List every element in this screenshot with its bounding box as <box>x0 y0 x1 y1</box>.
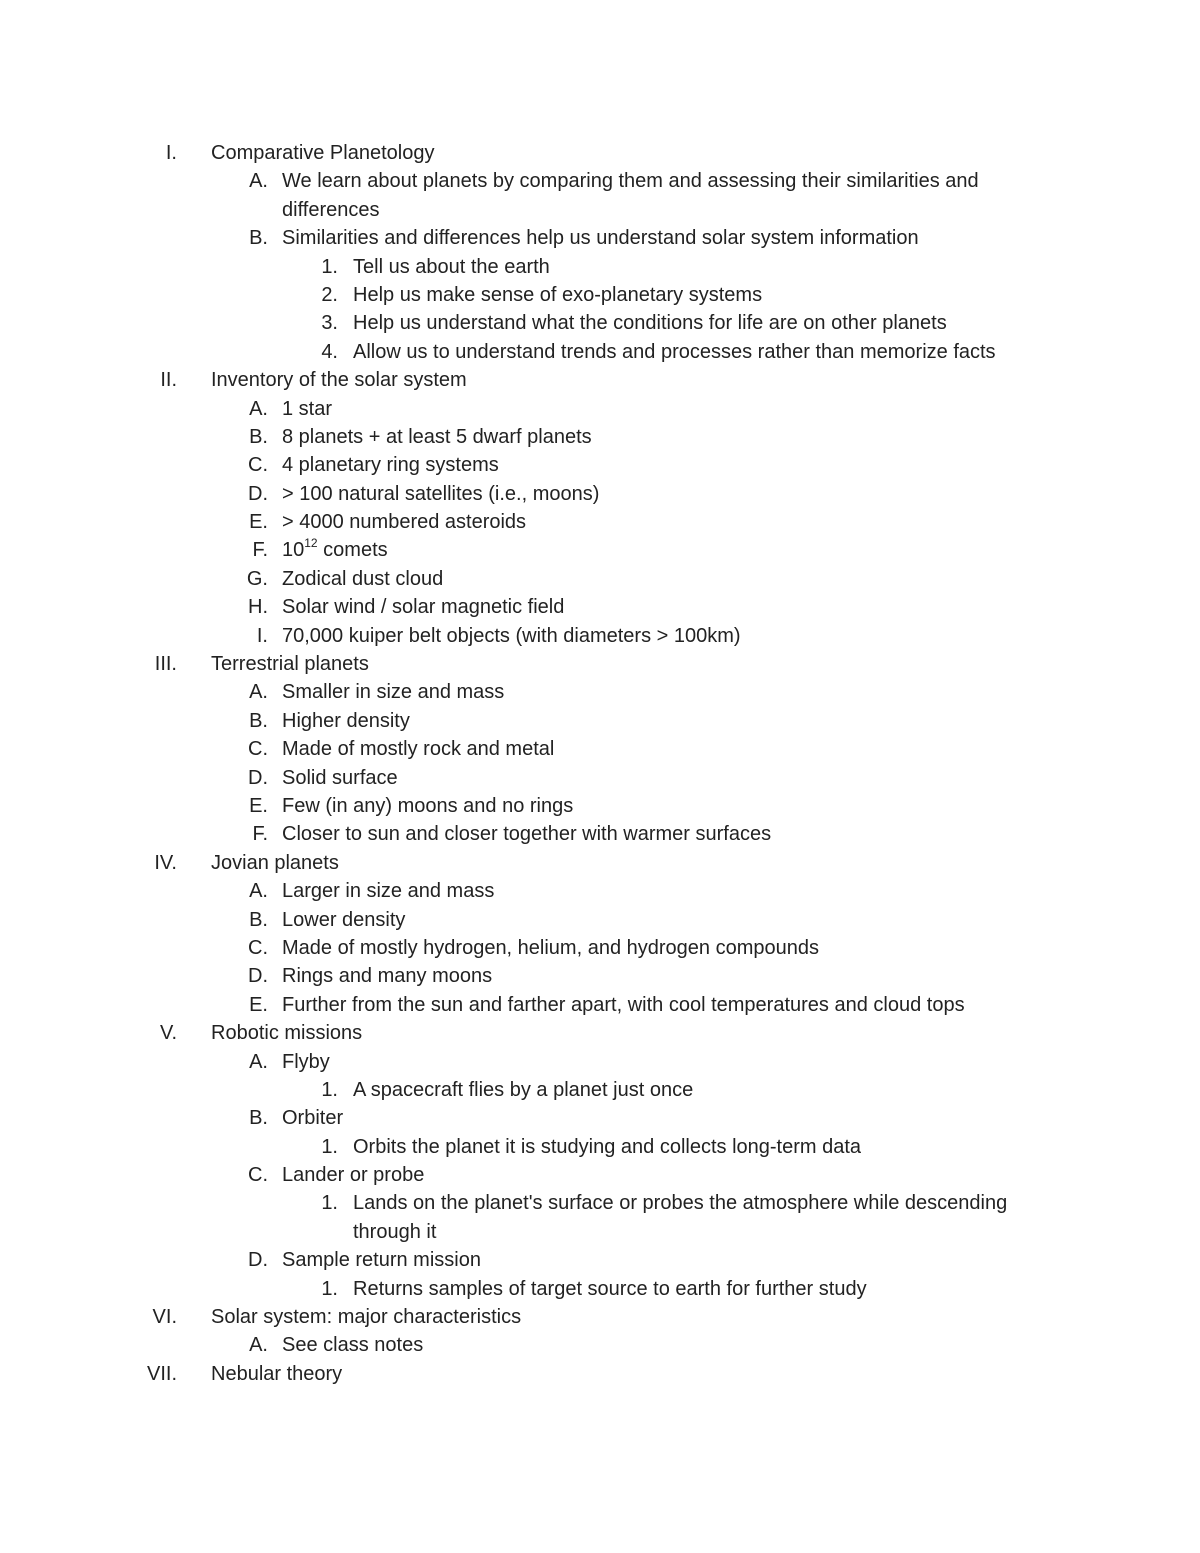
list-item-text: We learn about planets by comparing them and assessing their similarities and <box>282 170 979 193</box>
outline-item-row <box>0 593 1200 621</box>
list-marker: 1. <box>321 255 338 278</box>
list-item-text: Lands on the planet's surface or probes the atmosphere while descending <box>353 1192 1008 1215</box>
list-item-text-suffix: comets <box>317 539 388 562</box>
list-item-text: 70,000 kuiper belt objects (with diameters > 100km) <box>282 624 741 647</box>
list-marker: A. <box>249 880 268 903</box>
list-item-text: Orbiter <box>282 1107 344 1130</box>
outline-subitem-row <box>0 309 1200 337</box>
list-item-text: > 4000 numbered asteroids <box>282 511 527 534</box>
list-marker: 1. <box>321 1277 338 1300</box>
outline-item-row <box>0 423 1200 451</box>
list-marker: E. <box>249 511 268 534</box>
list-item-text: See class notes <box>282 1334 424 1357</box>
outline-item-row <box>0 508 1200 536</box>
section-heading: Jovian planets <box>211 851 339 874</box>
section-heading: Robotic missions <box>211 1022 363 1045</box>
list-item-text: Further from the sun and farther apart, with cool temperatures and cloud tops <box>282 993 965 1016</box>
list-item-text: through it <box>353 1220 437 1243</box>
list-marker: H. <box>248 596 268 619</box>
list-marker: B. <box>249 227 268 250</box>
list-marker: B. <box>249 425 268 448</box>
list-marker: B. <box>249 1107 268 1130</box>
list-marker: A. <box>249 170 268 193</box>
outline-subitem-row <box>0 281 1200 309</box>
outline-item-row <box>0 792 1200 820</box>
list-item-text: 4 planetary ring systems <box>282 454 499 477</box>
list-item-text: Solar wind / solar magnetic field <box>282 596 565 619</box>
list-marker: B. <box>249 908 268 931</box>
list-marker: 1. <box>321 1192 338 1215</box>
outline-item-row <box>0 1161 1200 1189</box>
list-marker: 4. <box>321 340 338 363</box>
list-item-text: A spacecraft flies by a planet just once <box>353 1078 694 1101</box>
list-marker: VI. <box>152 1306 177 1329</box>
outline-item-row <box>0 480 1200 508</box>
list-marker: D. <box>248 766 268 789</box>
outline-item-row <box>0 395 1200 423</box>
outline-item-row <box>0 622 1200 650</box>
outline-item-row <box>0 991 1200 1019</box>
list-marker: C. <box>248 1164 268 1187</box>
list-item-text <box>282 536 388 564</box>
list-marker: E. <box>249 993 268 1016</box>
list-item-text: Few (in any) moons and no rings <box>282 794 574 817</box>
section-heading: Nebular theory <box>211 1362 343 1385</box>
list-item-text: Allow us to understand trends and processes rather than memorize facts <box>353 340 996 363</box>
list-marker: C. <box>248 738 268 761</box>
list-item-text: Made of mostly rock and metal <box>282 738 555 761</box>
outline-item-row <box>0 735 1200 763</box>
outline-item-row <box>0 877 1200 905</box>
list-marker: A. <box>249 1334 268 1357</box>
list-marker: 1. <box>321 1078 338 1101</box>
outline-item-row <box>0 764 1200 792</box>
outline-item-row <box>0 1246 1200 1274</box>
list-marker: 3. <box>321 312 338 335</box>
list-item-text: Help us understand what the conditions for life are on other planets <box>353 312 947 335</box>
list-marker: IV. <box>154 851 177 874</box>
list-marker: III. <box>154 653 177 676</box>
outline-item-row <box>0 565 1200 593</box>
list-item-text: Closer to sun and closer together with warmer surfaces <box>282 823 772 846</box>
section-heading-row <box>0 139 1200 167</box>
section-heading-row <box>0 1360 1200 1388</box>
outline-item-row <box>0 224 1200 252</box>
list-marker: A. <box>249 681 268 704</box>
outline-item-row <box>0 707 1200 735</box>
outline-subitem-row <box>0 338 1200 366</box>
list-item-text: Larger in size and mass <box>282 880 495 903</box>
list-item-text: Orbits the planet it is studying and collects long-term data <box>353 1135 862 1158</box>
section-heading-row <box>0 650 1200 678</box>
list-marker: D. <box>248 965 268 988</box>
list-marker: D. <box>248 482 268 505</box>
list-marker: E. <box>249 794 268 817</box>
list-item-text: Similarities and differences help us understand solar system information <box>282 227 919 250</box>
outline-item-row <box>0 934 1200 962</box>
outline-subitem-row <box>0 1133 1200 1161</box>
list-item-text: Higher density <box>282 709 410 732</box>
outline-subitem-row <box>0 253 1200 281</box>
list-marker: C. <box>248 936 268 959</box>
outline-item-row <box>0 1104 1200 1132</box>
outline-item-row <box>0 962 1200 990</box>
list-item-text: Sample return mission <box>282 1249 481 1272</box>
list-item-text: Help us make sense of exo-planetary systems <box>353 283 763 306</box>
list-item-text: Made of mostly hydrogen, helium, and hydrogen compounds <box>282 936 819 959</box>
list-item-text: Tell us about the earth <box>353 255 550 278</box>
list-item-text-base: 10 <box>282 539 305 562</box>
list-marker: D. <box>248 1249 268 1272</box>
list-item-text: Smaller in size and mass <box>282 681 505 704</box>
outline-item-row <box>0 1048 1200 1076</box>
list-item-text: Lander or probe <box>282 1164 425 1187</box>
list-item-text: 8 planets + at least 5 dwarf planets <box>282 425 592 448</box>
outline-item-row <box>0 678 1200 706</box>
list-item-text: differences <box>282 198 380 221</box>
outline-subitem-row <box>0 1218 1200 1246</box>
outline-item-row <box>0 451 1200 479</box>
list-marker: VII. <box>146 1362 177 1385</box>
section-heading-row <box>0 849 1200 877</box>
list-item-text: Returns samples of target source to earth for further study <box>353 1277 867 1300</box>
outline-item-row <box>0 536 1200 564</box>
section-heading-row <box>0 366 1200 394</box>
list-marker: F. <box>252 823 268 846</box>
list-item-text: Flyby <box>282 1050 330 1073</box>
section-heading: Terrestrial planets <box>211 653 369 676</box>
list-item-text: Solid surface <box>282 766 398 789</box>
outline-item-row <box>0 820 1200 848</box>
section-heading-row <box>0 1019 1200 1047</box>
section-heading: Solar system: major characteristics <box>211 1306 522 1329</box>
list-marker: I. <box>256 624 268 647</box>
outline-list <box>0 139 1200 1388</box>
outline-subitem-row <box>0 1189 1200 1217</box>
list-marker: II. <box>160 369 177 392</box>
section-heading: Inventory of the solar system <box>211 369 467 392</box>
list-marker: A. <box>249 1050 268 1073</box>
list-marker: 1. <box>321 1135 338 1158</box>
outline-subitem-row <box>0 1076 1200 1104</box>
outline-item-row <box>0 1331 1200 1359</box>
list-marker: 2. <box>321 283 338 306</box>
outline-item-row <box>0 167 1200 195</box>
list-marker: G. <box>246 567 268 590</box>
outline-item-row <box>0 906 1200 934</box>
list-marker: A. <box>249 397 268 420</box>
superscript-exponent: 12 <box>304 535 318 550</box>
list-marker: B. <box>249 709 268 732</box>
list-item-text: Rings and many moons <box>282 965 493 988</box>
list-marker: V. <box>159 1022 177 1045</box>
list-marker: C. <box>248 454 268 477</box>
list-marker: F. <box>252 539 268 562</box>
section-heading-row <box>0 1303 1200 1331</box>
section-heading: Comparative Planetology <box>211 142 435 164</box>
outline-subitem-row <box>0 1275 1200 1303</box>
outline-item-row <box>0 196 1200 224</box>
list-item-text: Zodical dust cloud <box>282 567 444 590</box>
list-item-text: Lower density <box>282 908 406 931</box>
list-marker: I. <box>165 142 177 164</box>
list-item-text: > 100 natural satellites (i.e., moons) <box>282 482 600 505</box>
list-item-text: 1 star <box>282 397 333 420</box>
